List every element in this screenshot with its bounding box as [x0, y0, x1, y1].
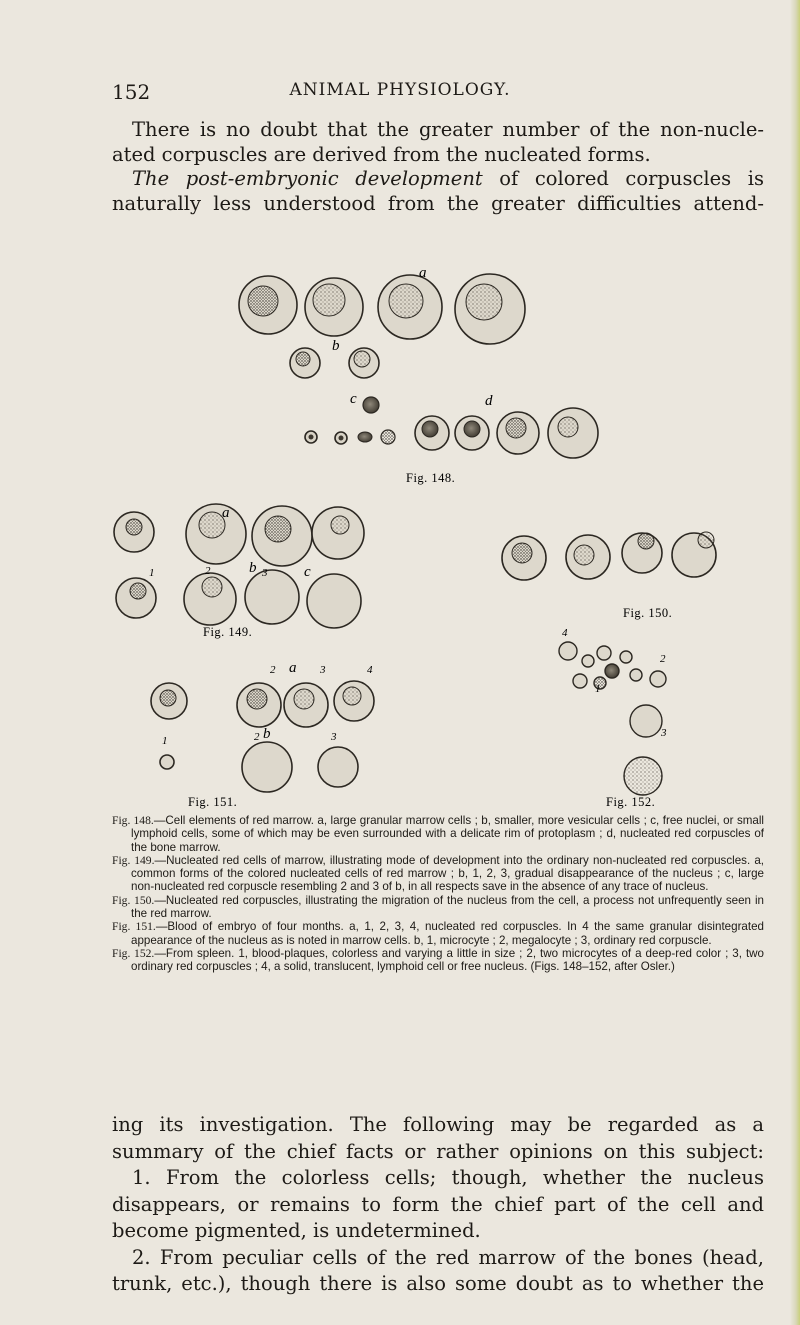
fig-149-cells: [114, 504, 364, 628]
continuation-paragraph: [112, 1112, 764, 1298]
caption-fig150: Fig. 150.—Nucleated red corpuscles, illustrating the migration of the nucleus from the cell, a process not unfrequently seen in the red marrow.: [112, 893, 764, 921]
fig148-letter-d: d: [485, 393, 493, 409]
fig149-letter-b: b: [249, 560, 257, 576]
list-item-1: 1. From the colorless cells; though, whether the nucleus: [132, 1166, 764, 1189]
fig149-letter-c: c: [304, 564, 311, 580]
intro-line: There is no doubt that the greater number of the non-nucle-: [132, 118, 764, 141]
italic-phrase: The post-embryonic development: [132, 167, 483, 190]
fig-150-cells: [502, 532, 716, 580]
fig-151-label: Fig. 151.: [188, 795, 238, 809]
fig148-letter-b: b: [332, 338, 340, 354]
fig-149-label: Fig. 149.: [203, 625, 253, 639]
page-number: 152: [112, 80, 151, 104]
caption-fig151: Fig. 151.—Blood of embryo of four months. a, 1, 2, 3, 4, nucleated red corpuscles. In 4 the same granular disintegrated appearance of the nucleus as is noted in marrow cells. b, 1, microcyte ; 2, megalocyte ; 3, ordinary red corpuscle.: [112, 920, 764, 947]
body-line: trunk, etc.), though there is also some doubt as to whether the: [112, 1272, 764, 1295]
intro-line: ated corpuscles are derived from the nucleated forms.: [112, 142, 651, 166]
fig148-letter-a: a: [419, 265, 427, 281]
fig151-num-4: 4: [367, 664, 373, 676]
intro-line-rest: of colored corpuscles is: [482, 167, 764, 190]
figure-captions: [112, 814, 764, 974]
fig151-letter-b: b: [263, 726, 271, 742]
fig152-num-4: 4: [562, 627, 568, 639]
fig149-letter-a: a: [222, 505, 230, 521]
fig-148-cells: [239, 274, 598, 458]
free-nucleus: [358, 432, 372, 442]
caption-fig149: Fig. 149.—Nucleated red cells of marrow, illustrating mode of development into the ordinary non-nucleated red corpuscles. a, common forms of the colored nucleated cells of red marrow ; b, 1, 2, 3, gradual disappearance of the nucleus ; c, large non-nucleated red corpuscle resembling 2 and 3 of b, in all respects save in the absence of any trace of nucleus.: [112, 853, 764, 894]
page-edge-stain: [790, 0, 800, 1325]
list-item-2: 2. From peculiar cells of the red marrow of the bones (head,: [132, 1245, 764, 1269]
fig-150-label: Fig. 150.: [623, 606, 673, 620]
fig151-num-2: 2: [270, 664, 276, 676]
free-nucleus: [381, 430, 395, 444]
intro-paragraph: [112, 118, 764, 216]
free-nucleus: [363, 397, 379, 413]
fig149-num-1: 1: [149, 567, 155, 579]
fig-152-cells: [559, 642, 666, 795]
fig152-num-2: 2: [660, 653, 666, 665]
body-line: ing its investigation. The following may be regarded as a: [112, 1113, 764, 1136]
caption-fig148: Fig. 148.—Cell elements of red marrow. a, large granular marrow cells ; b, smaller, more vesicular cells ; c, free nuclei, or small lymphoid cells, some of which may be even surrounded with a delicate rim of protoplasm ; d, nucleated red corpuscles of the bone marrow.: [112, 814, 765, 854]
fig148-letter-c: c: [350, 391, 357, 407]
body-line: disappears, or remains to form the chief part of the cell and: [112, 1192, 764, 1216]
fig-152-label: Fig. 152.: [606, 795, 656, 809]
page-header: [0, 80, 800, 106]
fig151-num-3b: 3: [331, 731, 337, 743]
fig152-num-3: 3: [661, 727, 667, 739]
body-line: become pigmented, is undetermined.: [112, 1219, 481, 1242]
cell-illustrations: [112, 255, 764, 810]
figure-plate: [112, 255, 764, 810]
running-title: ANIMAL PHYSIOLOGY.: [289, 80, 511, 100]
fig152-num-1: 1: [595, 683, 601, 695]
fig149-num-2: 2: [205, 565, 211, 577]
fig151-letter-a: a: [289, 660, 297, 676]
fig151-num-3: 3: [320, 664, 326, 676]
fig151-num-1: 1: [162, 735, 168, 747]
fig149-num-3: 3: [262, 567, 268, 579]
intro-line: [112, 167, 764, 192]
caption-fig152: Fig. 152.—From spleen. 1, blood-plaques, colorless and varying a little in size ; 2, two microcytes of a deep-red color ; 3, two ordinary red corpuscles ; 4, a solid, translucent, lymphoid cell or free nucleus. (Figs. 148–152, after Osler.): [112, 946, 764, 974]
fig-148-label: Fig. 148.: [406, 471, 456, 485]
body-line: summary of the chief facts or rather opinions on this subject:: [112, 1139, 764, 1163]
fig151-num-2b: 2: [254, 731, 260, 743]
intro-line: naturally less understood from the greater difficulties attend-: [112, 191, 764, 215]
